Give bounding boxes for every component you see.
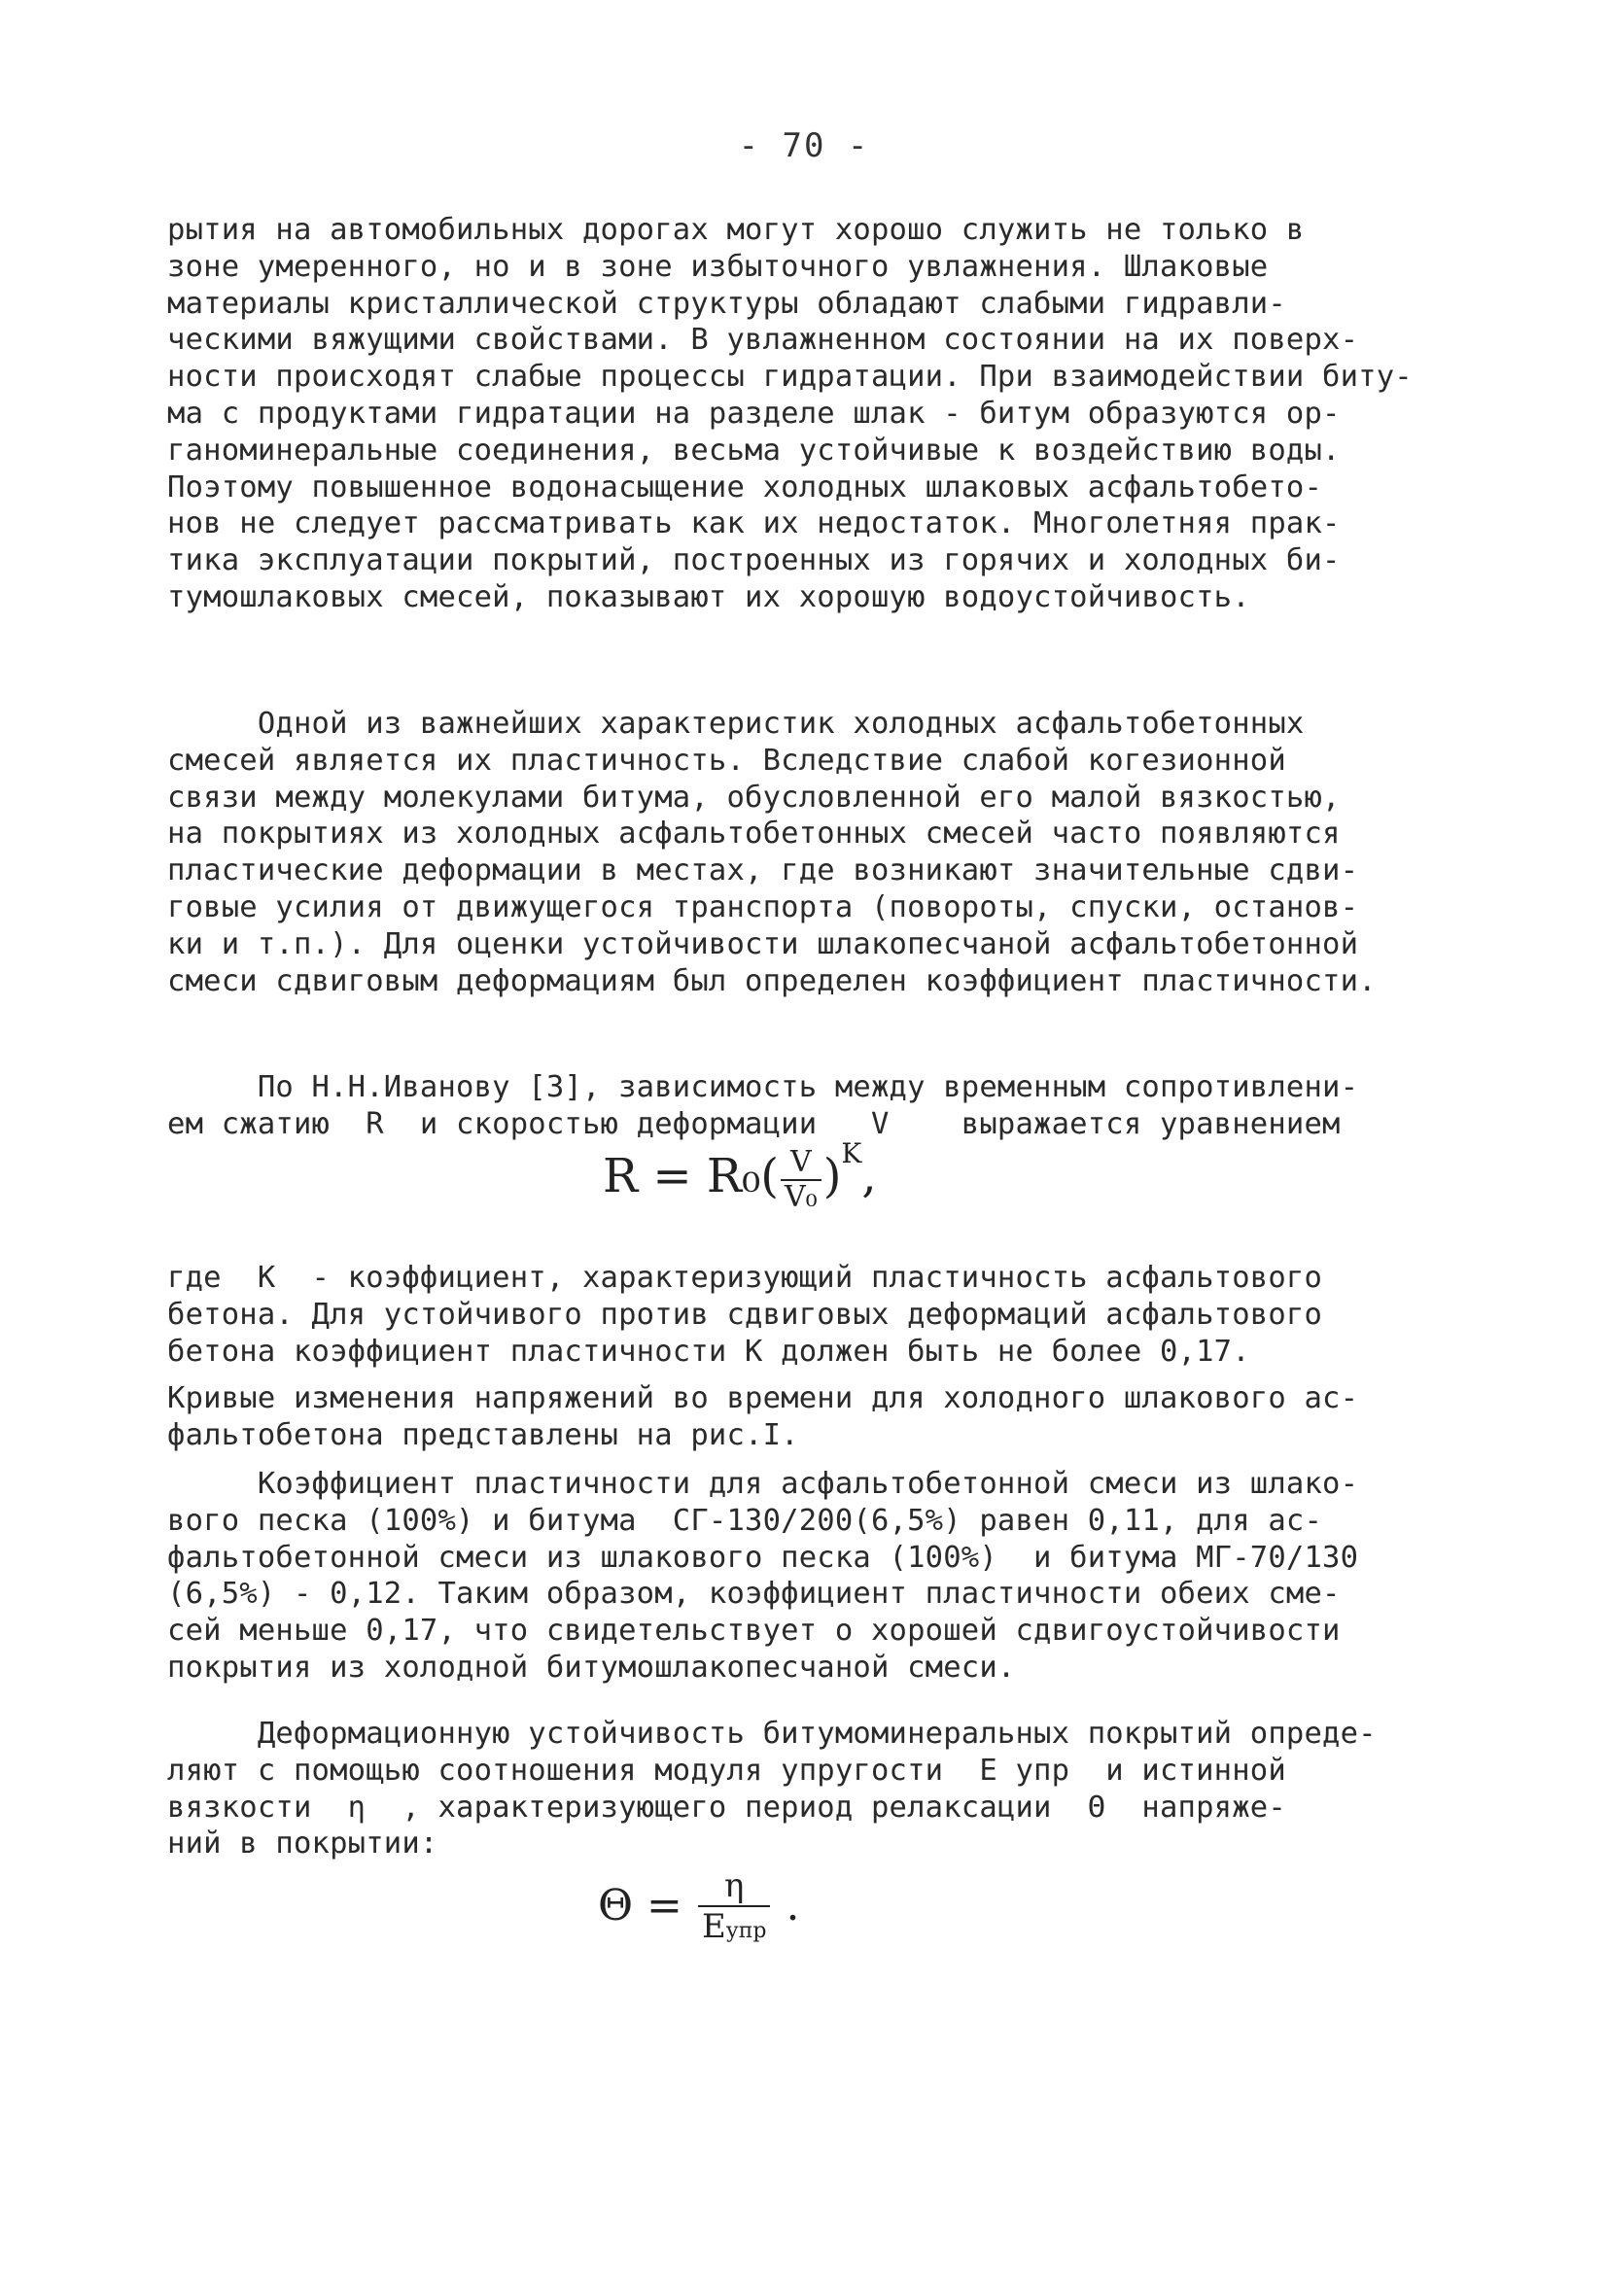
text-line: ческими вяжущими свойствами. В увлажненном состоянии на их поверх- xyxy=(167,323,1359,358)
text-line: пластические деформации в местах, где возникают значительные сдви- xyxy=(167,853,1359,888)
denominator: V₀ xyxy=(784,1179,818,1214)
text-line: вого песка (100%) и битума СГ-130/200(6,5%) равен 0,11, для ас- xyxy=(167,1503,1323,1538)
text-line: По Н.Н.Иванову [3], зависимость между временным сопротивлени- xyxy=(167,1070,1359,1104)
text-line: ний в покрытии: xyxy=(167,1826,438,1861)
text-line: ганоминеральные соединения, весьма устойчивые к воздействию воды. xyxy=(167,433,1341,468)
text-line: говые усилия от движущегося транспорта (повороты, спуски, останов- xyxy=(167,889,1359,924)
text-line: связи между молекулами битума, обусловленной его малой вязкостью, xyxy=(167,780,1341,815)
text-line: тумошлаковых смесей, показывают их хорошую водоустойчивость. xyxy=(167,579,1250,614)
text-line: вязкости η , характеризующего период релаксации Θ напряже- xyxy=(167,1790,1286,1825)
text-line: Коэффициент пластичности для асфальтобетонной смеси из шлако- xyxy=(167,1467,1359,1501)
text-line: (6,5%) - 0,12. Таким образом, коэффициент пластичности обеих сме- xyxy=(167,1577,1341,1612)
formula-trail: , xyxy=(861,1149,877,1203)
text-line: ляют с помощью соотношения модуля упругости E упр и истинной xyxy=(167,1753,1286,1788)
page-number: - 70 - xyxy=(738,126,870,165)
paragraph-5 xyxy=(167,1380,1421,1454)
text-line: тика эксплуатации покрытий, построенных из горячих и холодных би- xyxy=(167,543,1341,578)
text-line: сей меньше 0,17, что свидетельствует о хорошей сдвигоустойчивости xyxy=(167,1614,1341,1649)
formula-strength xyxy=(603,1137,877,1214)
numerator: V xyxy=(781,1146,821,1181)
text-line: фальтобетона представлены на рис.I. xyxy=(167,1417,799,1452)
fraction xyxy=(781,1146,821,1214)
text-line: смеси сдвиговым деформациям был определен коэффициент пластичности. xyxy=(167,963,1377,998)
denominator xyxy=(698,1907,771,1951)
text-line: ки и т.п.). Для оценки устойчивости шлакопесчаной асфальтобетонной xyxy=(167,926,1359,961)
formula-lhs: Θ = xyxy=(598,1881,682,1931)
text-line: где K - коэффициент, характеризующий пластичность асфальтового xyxy=(167,1261,1323,1295)
denominator-main: E xyxy=(701,1907,726,1946)
paragraph-7 xyxy=(167,1716,1421,1862)
exponent: K xyxy=(841,1137,862,1169)
text-line: ем сжатию R и скоростью деформации V выражается уравнением xyxy=(167,1106,1341,1141)
paragraph-4 xyxy=(167,1260,1421,1370)
text-line: покрытия из холодной битумошлакопесчаной смеси. xyxy=(167,1650,1016,1685)
paragraph-1 xyxy=(167,212,1421,616)
text-line: смесей является их пластичность. Вследствие слабой когезионной xyxy=(167,743,1286,778)
text-line: бетона. Для устойчивого против сдвиговых деформаций асфальтового xyxy=(167,1297,1323,1332)
text-line: нов не следует рассматривать как их недостаток. Многолетняя прак- xyxy=(167,506,1341,541)
text-line: фальтобетонной смеси из шлакового песка (100%) и битума МГ-70/130 xyxy=(167,1540,1359,1575)
text-line: рытия на автомобильных дорогах могут хорошо служить не только в xyxy=(167,213,1305,247)
text-line: Одной из важнейших характеристик холодных асфальтобетонных xyxy=(167,707,1305,741)
text-line: материалы кристаллической структуры обладают слабыми гидравли- xyxy=(167,286,1286,321)
fraction xyxy=(698,1866,771,1951)
text-line: зоне умеренного, но и в зоне избыточного увлажнения. Шлаковые xyxy=(167,249,1269,284)
text-line: ности происходят слабые процессы гидратации. При взаимодействии биту- xyxy=(167,360,1413,395)
formula-lhs: R = R₀( xyxy=(603,1149,779,1203)
text-line: ма с продуктами гидратации на разделе шлак - битум образуются ор- xyxy=(167,396,1341,431)
paragraph-6 xyxy=(167,1466,1421,1687)
text-line: Деформационную устойчивость битумоминеральных покрытий опреде- xyxy=(167,1717,1377,1751)
formula-trail: . xyxy=(786,1881,800,1931)
numerator: η xyxy=(698,1866,771,1907)
denominator-subscript: упр xyxy=(725,1919,767,1943)
text-line: бетона коэффициент пластичности K должен быть не более 0,17. xyxy=(167,1334,1250,1369)
text-line: Кривые изменения напряжений во времени для холодного шлакового ас- xyxy=(167,1381,1359,1415)
formula-relaxation xyxy=(598,1866,799,1951)
paragraph-3 xyxy=(167,1069,1421,1143)
text-line: Поэтому повышенное водонасыщение холодных шлаковых асфальтобето- xyxy=(167,470,1323,504)
paren-close: ) xyxy=(822,1149,842,1203)
text-line: на покрытиях из холодных асфальтобетонных смесей часто появляются xyxy=(167,817,1341,852)
paragraph-2 xyxy=(167,706,1421,999)
